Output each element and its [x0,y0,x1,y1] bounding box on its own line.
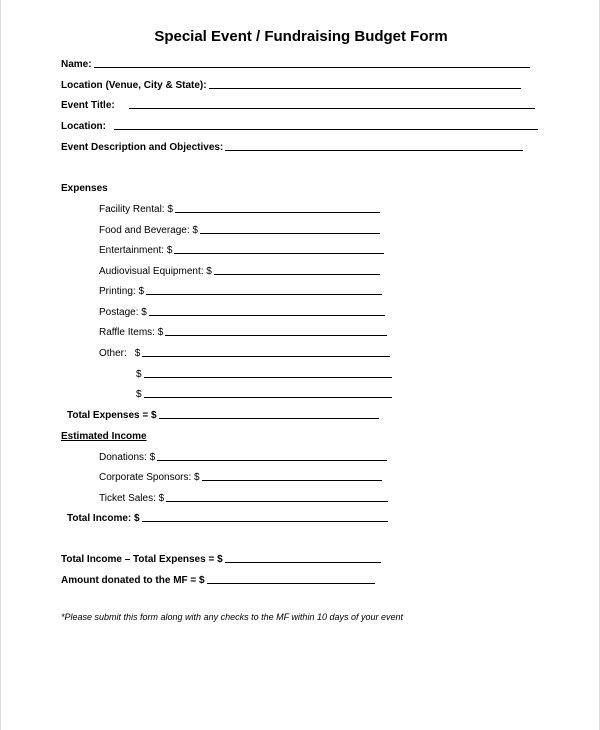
corporate-sponsors-label: Corporate Sponsors: $ [99,472,200,483]
location-field[interactable] [61,118,538,132]
total-income-field[interactable] [67,510,388,524]
food-beverage-field[interactable] [99,222,380,236]
facility-rental-label: Facility Rental: $ [99,204,173,215]
donated-line[interactable] [207,582,375,584]
printing-label: Printing: $ [99,286,145,297]
printing-field[interactable] [99,283,382,297]
other-line-3[interactable] [144,396,392,398]
entertainment-line[interactable] [174,252,384,254]
name-label: Name: [61,59,92,70]
event-title-label: Event Title: [61,100,115,111]
net-line[interactable] [225,561,381,563]
other-field[interactable] [99,345,390,359]
total-income-label: Total Income: $ [67,513,140,524]
other-label: Other: [99,348,127,359]
description-line[interactable] [225,149,523,151]
raffle-items-line[interactable] [165,334,387,336]
audiovisual-label: Audiovisual Equipment: $ [99,266,212,277]
donations-label: Donations: $ [99,452,156,463]
postage-label: Postage: $ [99,307,147,318]
entertainment-label: Entertainment: $ [99,245,173,256]
location-label: Location: [61,121,106,132]
location-full-field[interactable] [61,77,521,91]
other-dollar: $ [134,348,141,359]
food-beverage-label: Food and Beverage: $ [99,225,198,236]
net-label: Total Income – Total Expenses = $ [61,554,223,565]
total-expenses-field[interactable] [67,407,379,421]
income-heading: Estimated Income [61,431,147,442]
ticket-sales-label: Ticket Sales: $ [99,493,165,504]
expenses-heading: Expenses [61,183,108,194]
event-title-field[interactable] [61,97,535,111]
facility-rental-field[interactable] [99,201,380,215]
audiovisual-line[interactable] [214,273,380,275]
ticket-sales-field[interactable] [99,490,388,504]
location-full-line[interactable] [209,87,521,89]
name-field[interactable] [61,56,530,70]
other-field-2[interactable] [136,366,392,380]
location-line[interactable] [114,128,538,130]
raffle-items-field[interactable] [99,324,387,338]
location-full-label: Location (Venue, City & State): [61,80,207,91]
donated-field[interactable] [61,572,375,586]
other-dollar-2: $ [136,369,142,380]
description-field[interactable] [61,139,523,153]
entertainment-field[interactable] [99,242,384,256]
form-title: Special Event / Fundraising Budget Form [154,28,448,45]
total-expenses-line[interactable] [159,417,379,419]
name-line[interactable] [94,66,530,68]
other-line-1[interactable] [142,355,390,357]
total-expenses-label: Total Expenses = $ [67,410,157,421]
event-title-line[interactable] [129,107,535,109]
printing-line[interactable] [146,293,382,295]
raffle-items-label: Raffle Items: $ [99,327,164,338]
postage-field[interactable] [99,304,385,318]
facility-rental-line[interactable] [175,211,380,213]
postage-line[interactable] [149,314,385,316]
donated-label: Amount donated to the MF = $ [61,575,205,586]
food-beverage-line[interactable] [200,232,380,234]
other-dollar-3: $ [136,389,142,400]
net-field[interactable] [61,551,381,565]
audiovisual-field[interactable] [99,263,380,277]
donations-line[interactable] [157,459,387,461]
total-income-line[interactable] [142,520,388,522]
corporate-sponsors-line[interactable] [202,479,382,481]
description-label: Event Description and Objectives: [61,142,224,153]
other-field-3[interactable] [136,386,392,400]
other-line-2[interactable] [144,376,392,378]
submission-note: *Please submit this form along with any checks to the MF within 10 days of your event [61,612,403,622]
corporate-sponsors-field[interactable] [99,469,382,483]
donations-field[interactable] [99,449,387,463]
ticket-sales-line[interactable] [166,500,388,502]
